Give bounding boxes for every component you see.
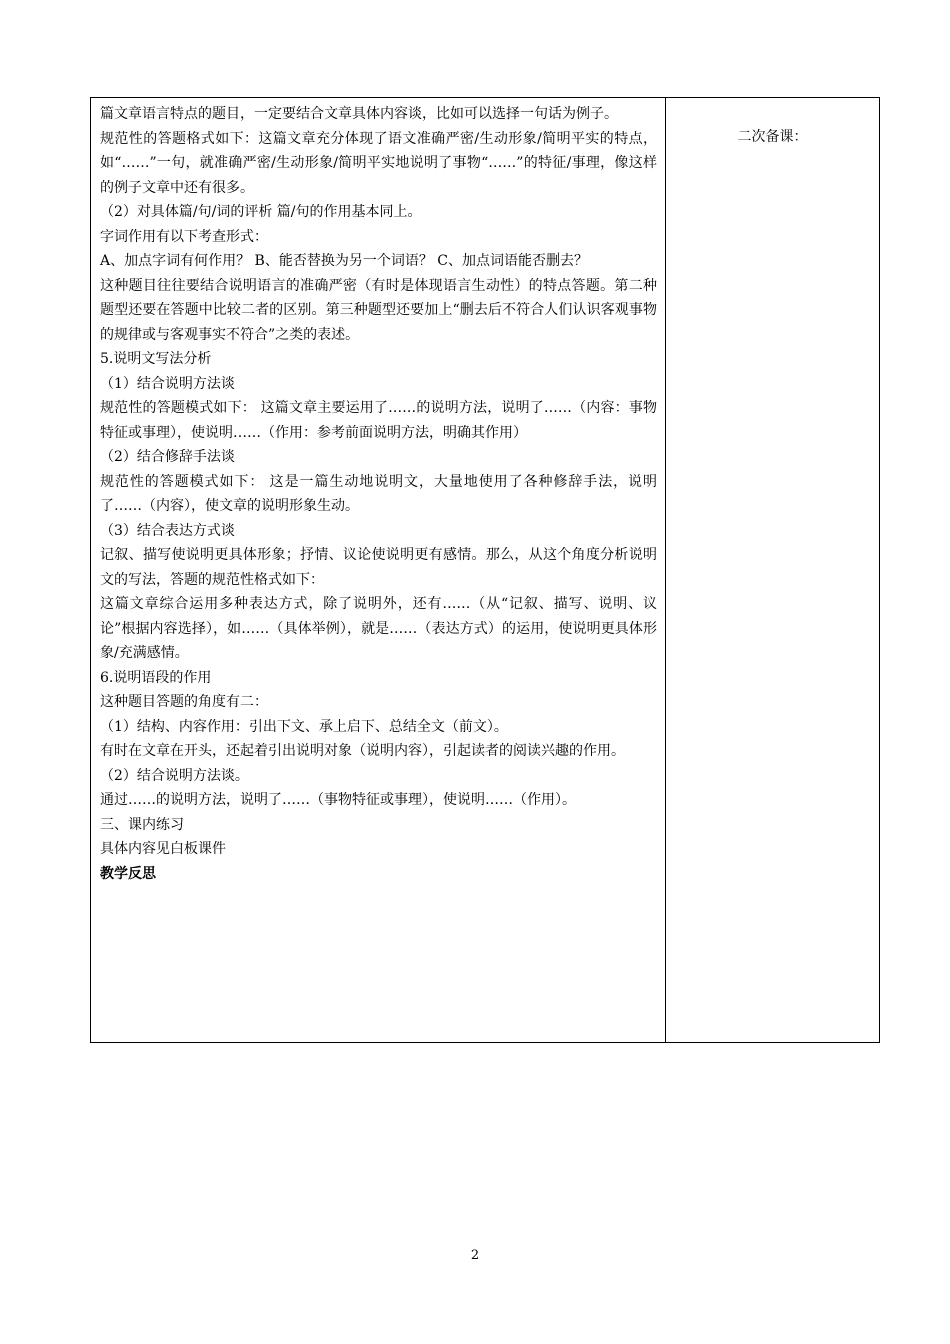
lesson-plan-table	[90, 97, 880, 1043]
section-heading: 6.说明语段的作用	[100, 669, 212, 686]
section-heading: 三、课内练习	[100, 816, 184, 833]
main-content-cell	[91, 98, 666, 1042]
paragraph: （1）结构、内容作用：引出下文、承上启下、总结全文（前文）。	[100, 718, 508, 735]
paragraph: 这种题目答题的角度有二：	[100, 694, 268, 710]
paragraph: 具体内容见白板课件	[100, 841, 226, 857]
paragraph: 规范性的答题格式如下：这篇文章充分体现了语文准确严密/生动形象/简明平实的特点，如“……”一句，就准确严密/生动形象/简明平实地说明了事物“……”的特征/事理，像这样的例子文章中还有很多。	[100, 130, 657, 196]
secondary-prep-cell	[666, 98, 879, 1042]
paragraph: 这篇文章综合运用多种表达方式，除了说明外，还有……（从“记叙、描写、说明、议论”根据内容选择），如……（具体举例），就是……（表达方式）的运用，使说明更具体形象/充满感情。	[100, 596, 657, 661]
secondary-prep-label: 二次备课：	[737, 129, 808, 145]
paragraph: 规范性的答题模式如下： 这是一篇生动地说明文，大量地使用了各种修辞手法，说明了……（内容），使文章的说明形象生动。	[100, 473, 657, 514]
paragraph: 有时在文章在开头，还起着引出说明对象（说明内容），引起读者的阅读兴趣的作用。	[100, 743, 625, 759]
reflection-heading: 教学反思	[100, 865, 156, 882]
paragraph: 规范性的答题模式如下： 这篇文章主要运用了……的说明方法，说明了……（内容：事物特征或事理），使说明……（作用：参考前面说明方法，明确其作用）	[100, 400, 657, 441]
paragraph: （2）对具体篇/句/词的评析 篇/句的作用基本同上。	[100, 204, 422, 220]
paragraph: 篇文章语言特点的题目，一定要结合文章具体内容谈，比如可以选择一句话为例子。	[100, 106, 618, 122]
paragraph: （2）结合说明方法谈。	[100, 767, 249, 784]
paragraph: 这种题目往往要结合说明语言的准确严密（有时是体现语言生动性）的特点答题。第二种题型还要在答题中比较二者的区别。第三种题型还要加上“删去后不符合人们认识客观事物的规律或与客观事实不符合”之类的表述。	[100, 277, 657, 343]
paragraph: A、加点字词有何作用？ B、能否替换为另一个词语？ C、加点词语能否删去？	[100, 253, 589, 269]
paragraph: （3）结合表达方式谈	[100, 522, 235, 539]
paragraph: （2）结合修辞手法谈	[100, 449, 235, 465]
paragraph: 字词作用有以下考查形式：	[100, 228, 268, 245]
paragraph: 记叙、描写使说明更具体形象；抒情、议论使说明更有感情。那么，从这个角度分析说明文的写法，答题的规范性格式如下：	[100, 547, 657, 588]
paragraph: 通过……的说明方法，说明了……（事物特征或事理），使说明……（作用）。	[100, 792, 576, 808]
page-number: 2	[470, 1248, 480, 1263]
paragraph: （1）结合说明方法谈	[100, 375, 235, 392]
section-heading: 5.说明文写法分析	[100, 351, 212, 367]
